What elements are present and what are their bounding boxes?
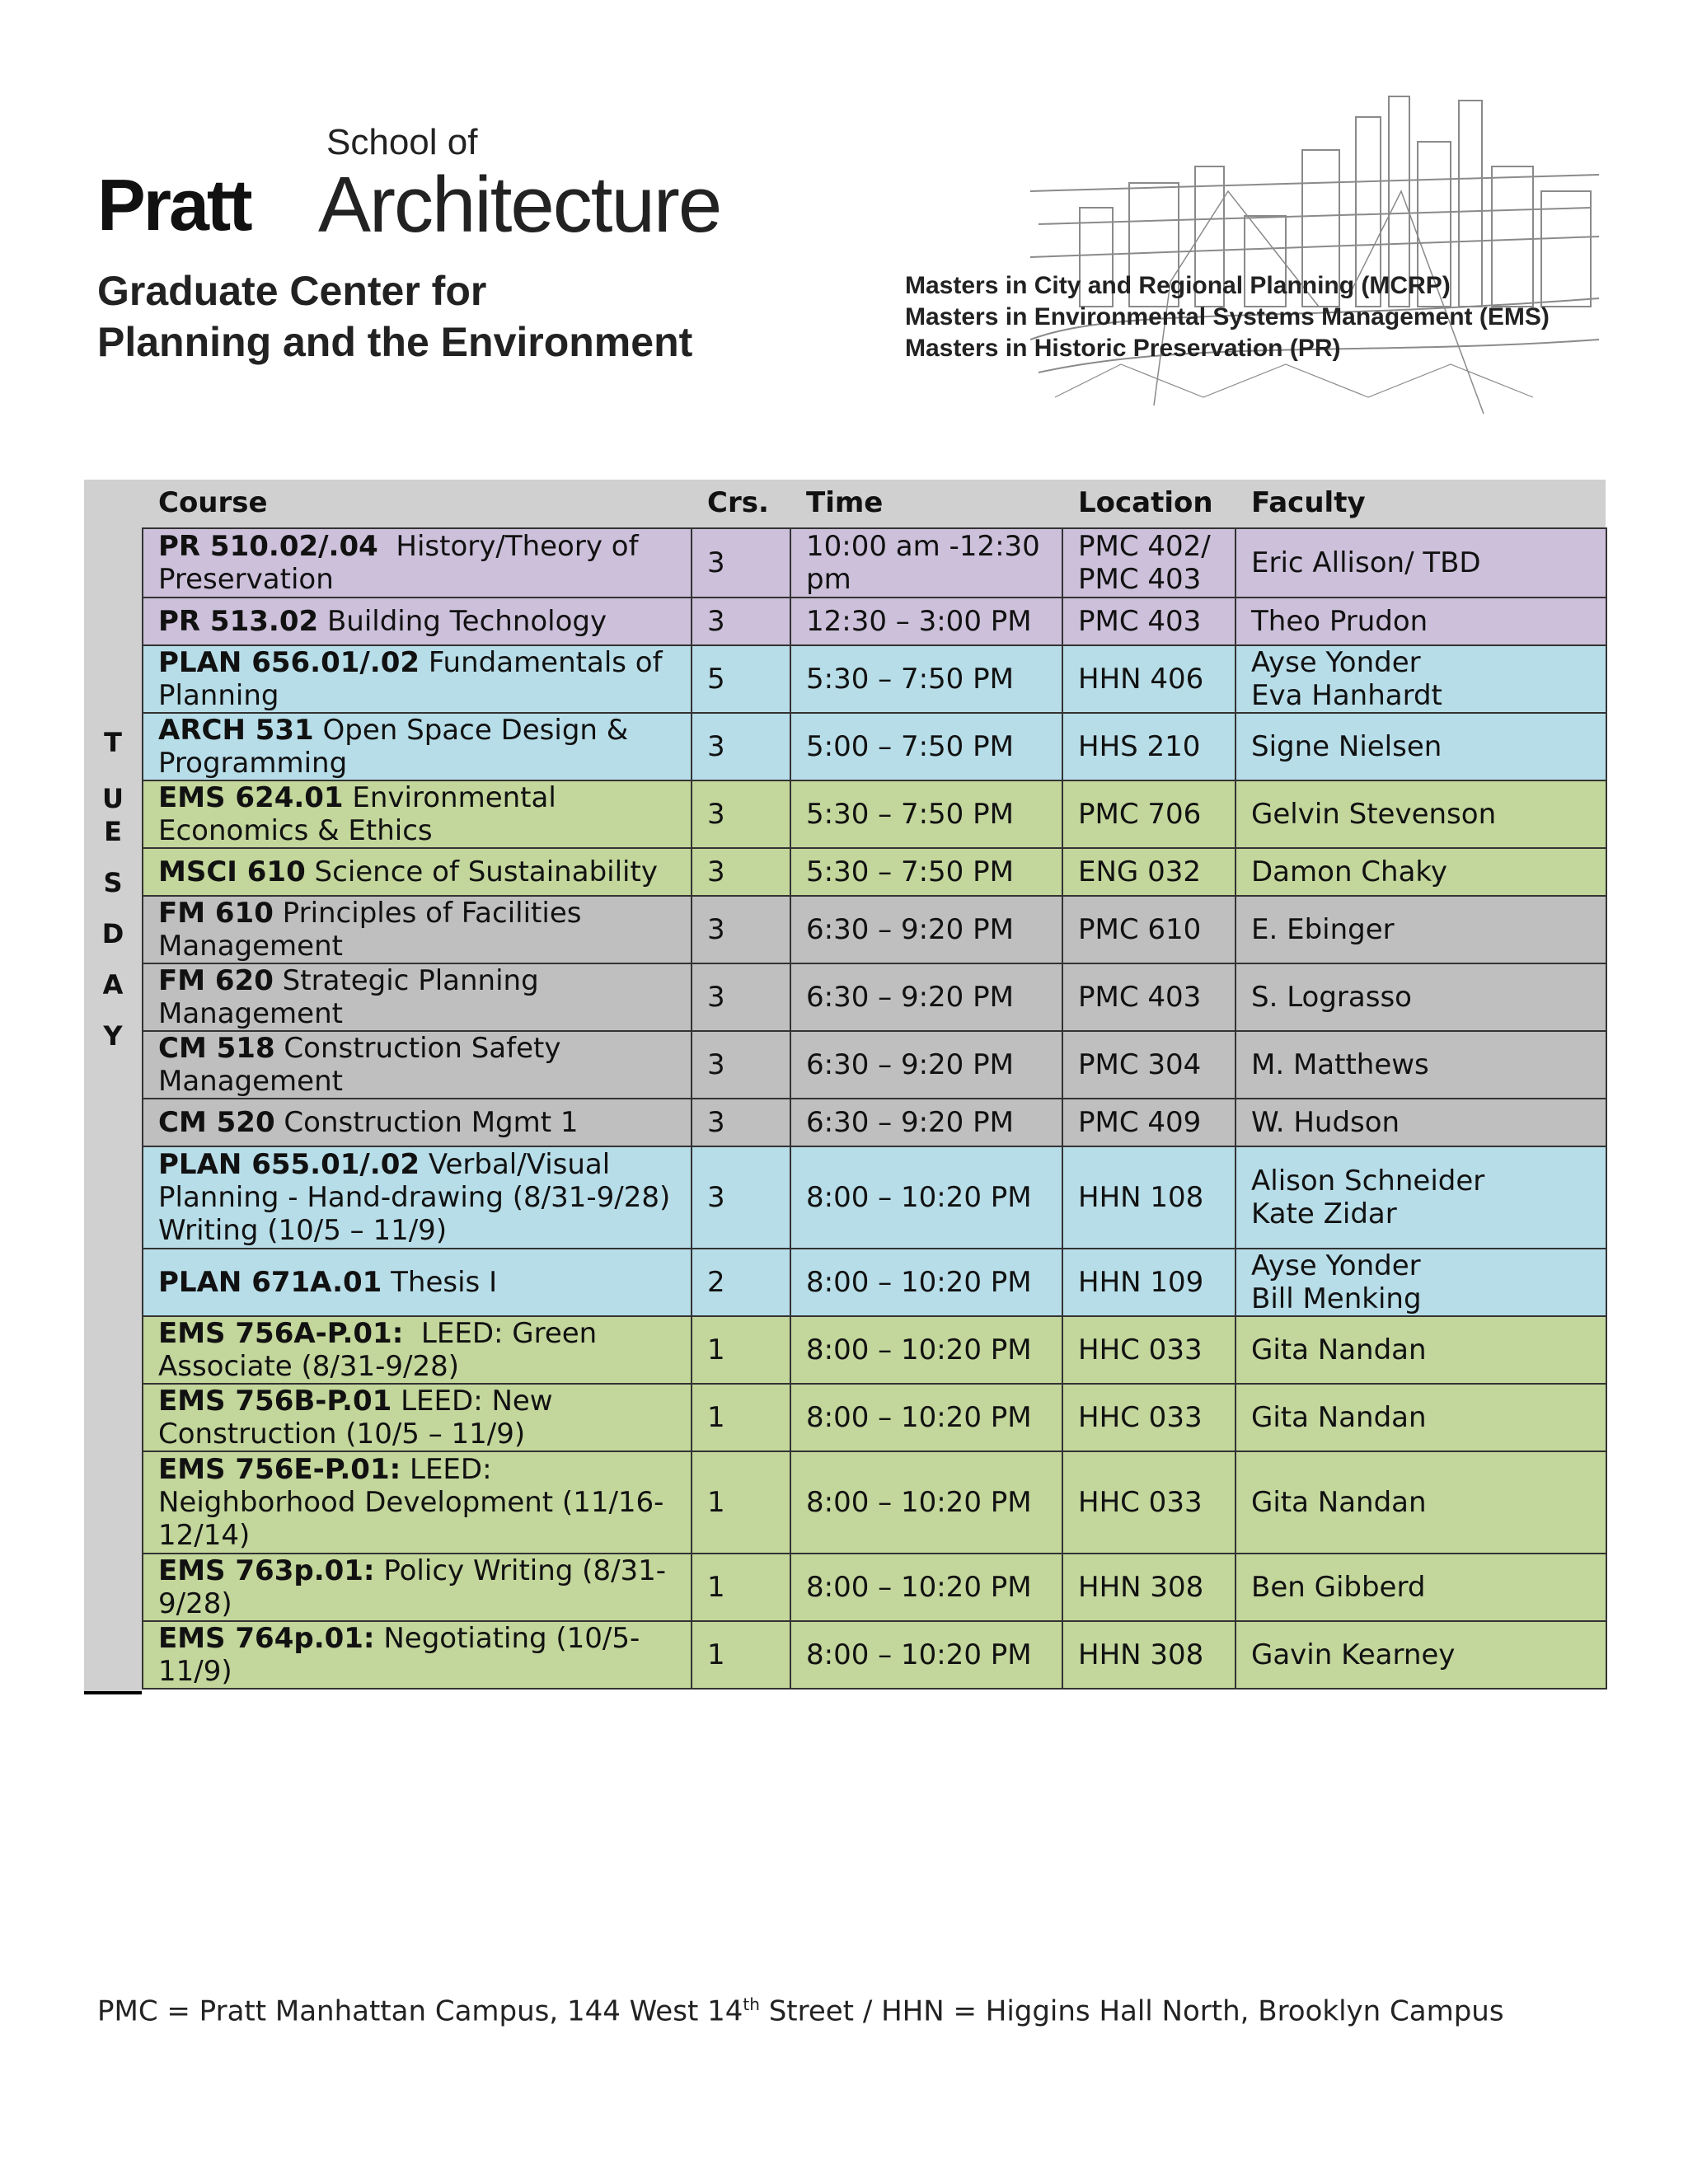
time-cell bbox=[790, 528, 1062, 598]
center-title-line-1: Graduate Center for bbox=[97, 268, 487, 314]
time-cell bbox=[790, 780, 1062, 848]
credits-cell bbox=[692, 528, 790, 598]
course-title: LEED: Green Associate (8/31-9/28) bbox=[158, 1317, 607, 1383]
time-cell bbox=[790, 1031, 1062, 1099]
faculty-cell bbox=[1236, 1384, 1606, 1451]
table-row bbox=[143, 896, 1606, 963]
credits-value: 3 bbox=[707, 1048, 725, 1081]
location-cell bbox=[1062, 896, 1236, 963]
program-pr: Masters in Historic Preservation (PR) bbox=[905, 335, 1341, 362]
course-code: CM 520 bbox=[158, 1106, 275, 1139]
day-letter: A bbox=[102, 969, 124, 1001]
time-cell bbox=[790, 1554, 1062, 1621]
credits-value: 1 bbox=[707, 1486, 725, 1519]
page-header bbox=[0, 0, 1688, 462]
location-cell bbox=[1062, 598, 1236, 645]
credits-cell bbox=[692, 1146, 790, 1249]
logo-school-of: School of bbox=[326, 122, 478, 162]
faculty-cell bbox=[1236, 528, 1606, 598]
course-cell bbox=[143, 1146, 692, 1249]
time-cell bbox=[790, 598, 1062, 645]
day-label-strip bbox=[84, 480, 142, 1691]
time-cell bbox=[790, 645, 1062, 713]
faculty-value: Gita Nandan bbox=[1251, 1333, 1427, 1366]
time-value: 8:00 – 10:20 PM bbox=[806, 1401, 1032, 1434]
time-value: 6:30 – 9:20 PM bbox=[806, 1048, 1014, 1081]
table-row bbox=[143, 848, 1606, 896]
program-ems: Masters in Environmental Systems Management (EMS) bbox=[905, 303, 1550, 330]
faculty-value: Eric Allison/ TBD bbox=[1251, 546, 1481, 579]
location-value: ENG 032 bbox=[1078, 855, 1201, 888]
course-cell bbox=[143, 1621, 692, 1689]
location-footnote bbox=[97, 1994, 1504, 2027]
course-title: Open Space Design & Programming bbox=[158, 714, 638, 780]
table-row bbox=[143, 1316, 1606, 1384]
table-row bbox=[143, 645, 1606, 713]
credits-value: 3 bbox=[707, 798, 725, 831]
faculty-value: Damon Chaky bbox=[1251, 855, 1448, 888]
faculty-value: Gita Nandan bbox=[1251, 1401, 1427, 1434]
faculty-value: S. Lograsso bbox=[1251, 981, 1412, 1014]
course-title: Building Technology bbox=[318, 605, 607, 638]
location-value: HHC 033 bbox=[1078, 1401, 1203, 1434]
faculty-value: Signe Nielsen bbox=[1251, 730, 1442, 763]
table-header bbox=[142, 480, 1606, 527]
day-letter: T bbox=[104, 727, 122, 758]
location-value: HHC 033 bbox=[1078, 1486, 1203, 1519]
day-letter: U bbox=[102, 783, 124, 814]
time-cell bbox=[790, 963, 1062, 1031]
day-letter: E bbox=[104, 816, 122, 847]
table-row bbox=[143, 1099, 1606, 1146]
credits-cell bbox=[692, 1316, 790, 1384]
course-title: Science of Sustainability bbox=[305, 855, 658, 888]
table-row bbox=[143, 713, 1606, 780]
credits-value: 2 bbox=[707, 1266, 725, 1299]
location-value: PMC 402/ PMC 403 bbox=[1078, 530, 1211, 596]
credits-cell bbox=[692, 848, 790, 896]
credits-value: 3 bbox=[707, 730, 725, 763]
logo-architecture: Architecture bbox=[318, 161, 721, 249]
course-cell bbox=[143, 598, 692, 645]
faculty-cell bbox=[1236, 780, 1606, 848]
credits-cell bbox=[692, 1031, 790, 1099]
time-cell bbox=[790, 1099, 1062, 1146]
time-cell bbox=[790, 1384, 1062, 1451]
time-value: 5:30 – 7:50 PM bbox=[806, 663, 1014, 696]
location-cell bbox=[1062, 1146, 1236, 1249]
course-cell bbox=[143, 848, 692, 896]
course-title: Fundamentals of Planning bbox=[158, 646, 672, 712]
faculty-cell bbox=[1236, 645, 1606, 713]
location-cell bbox=[1062, 1316, 1236, 1384]
table-row bbox=[143, 1384, 1606, 1451]
program-list bbox=[905, 270, 1550, 364]
credits-cell bbox=[692, 896, 790, 963]
course-title: Verbal/Visual Planning - Hand-drawing (8/31-9/28) Writing (10/5 – 11/9) bbox=[158, 1148, 680, 1247]
time-cell bbox=[790, 1316, 1062, 1384]
table-row bbox=[143, 1451, 1606, 1554]
table-row bbox=[143, 1031, 1606, 1099]
credits-cell bbox=[692, 963, 790, 1031]
course-code: FM 620 bbox=[158, 964, 274, 997]
course-cell bbox=[143, 713, 692, 780]
faculty-cell bbox=[1236, 1554, 1606, 1621]
credits-cell bbox=[692, 1099, 790, 1146]
location-cell bbox=[1062, 1099, 1236, 1146]
course-code: CM 518 bbox=[158, 1032, 275, 1065]
credits-cell bbox=[692, 1621, 790, 1689]
faculty-value: Gelvin Stevenson bbox=[1251, 798, 1497, 831]
course-cell bbox=[143, 1316, 692, 1384]
faculty-cell bbox=[1236, 1249, 1606, 1316]
course-cell bbox=[143, 780, 692, 848]
graduate-center-title bbox=[97, 265, 692, 368]
location-value: PMC 706 bbox=[1078, 798, 1202, 831]
faculty-cell bbox=[1236, 1031, 1606, 1099]
time-value: 5:00 – 7:50 PM bbox=[806, 730, 1014, 763]
table-row bbox=[143, 1621, 1606, 1689]
location-value: PMC 403 bbox=[1078, 981, 1202, 1014]
location-cell bbox=[1062, 1451, 1236, 1554]
course-title: Construction Safety Management bbox=[158, 1032, 570, 1098]
faculty-value: Gavin Kearney bbox=[1251, 1638, 1456, 1671]
time-cell bbox=[790, 896, 1062, 963]
time-value: 6:30 – 9:20 PM bbox=[806, 1106, 1014, 1139]
course-code: PR 513.02 bbox=[158, 605, 319, 638]
course-cell bbox=[143, 1384, 692, 1451]
location-cell bbox=[1062, 1249, 1236, 1316]
faculty-cell bbox=[1236, 963, 1606, 1031]
time-value: 8:00 – 10:20 PM bbox=[806, 1571, 1032, 1604]
footnote-text-start: PMC = Pratt Manhattan Campus, 144 West 14 bbox=[97, 1994, 743, 2028]
location-value: HHC 033 bbox=[1078, 1333, 1203, 1366]
faculty-cell bbox=[1236, 1621, 1606, 1689]
location-value: PMC 304 bbox=[1078, 1048, 1202, 1081]
location-cell bbox=[1062, 848, 1236, 896]
course-code: ARCH 531 bbox=[158, 714, 314, 747]
location-value: HHN 308 bbox=[1078, 1638, 1204, 1671]
time-cell bbox=[790, 1146, 1062, 1249]
course-title: Construction Mgmt 1 bbox=[274, 1106, 579, 1139]
location-value: HHS 210 bbox=[1078, 730, 1201, 763]
table-row bbox=[143, 780, 1606, 848]
credits-value: 1 bbox=[707, 1638, 725, 1671]
course-title: Strategic Planning Management bbox=[158, 964, 548, 1030]
center-title-line-2: Planning and the Environment bbox=[97, 319, 693, 365]
table-row bbox=[143, 1146, 1606, 1249]
location-cell bbox=[1062, 1554, 1236, 1621]
time-value: 5:30 – 7:50 PM bbox=[806, 798, 1014, 831]
faculty-cell bbox=[1236, 848, 1606, 896]
location-value: HHN 109 bbox=[1078, 1266, 1204, 1299]
course-code: PLAN 655.01/.02 bbox=[158, 1148, 420, 1181]
credits-value: 1 bbox=[707, 1571, 725, 1604]
course-code: FM 610 bbox=[158, 897, 274, 930]
location-value: HHN 406 bbox=[1078, 663, 1204, 696]
footnote-superscript: th bbox=[743, 1994, 760, 2014]
course-code: PLAN 671A.01 bbox=[158, 1266, 382, 1299]
location-cell bbox=[1062, 1621, 1236, 1689]
day-letter: D bbox=[101, 918, 124, 949]
credits-cell bbox=[692, 1384, 790, 1451]
column-header-credits: Crs. bbox=[707, 486, 769, 519]
credits-value: 3 bbox=[707, 1181, 725, 1214]
footnote-text-end: Street / HHN = Higgins Hall North, Brooklyn Campus bbox=[759, 1994, 1504, 2028]
course-title: Environmental Economics & Ethics bbox=[158, 781, 565, 847]
course-table bbox=[142, 527, 1607, 1690]
credits-value: 3 bbox=[707, 913, 725, 946]
location-value: PMC 610 bbox=[1078, 913, 1202, 946]
table-row bbox=[143, 1554, 1606, 1621]
day-letter: Y bbox=[103, 1020, 123, 1052]
program-mcrp: Masters in City and Regional Planning (MCRP) bbox=[905, 272, 1451, 299]
faculty-value: Ayse Yonder Eva Hanhardt bbox=[1251, 646, 1442, 712]
credits-cell bbox=[692, 645, 790, 713]
location-cell bbox=[1062, 528, 1236, 598]
location-value: PMC 403 bbox=[1078, 605, 1202, 638]
course-title: Negotiating (10/5-11/9) bbox=[158, 1622, 640, 1688]
location-value: HHN 108 bbox=[1078, 1181, 1204, 1214]
credits-value: 3 bbox=[707, 855, 725, 888]
credits-value: 3 bbox=[707, 981, 725, 1014]
faculty-value: Ayse Yonder Bill Menking bbox=[1251, 1249, 1422, 1315]
faculty-value: M. Matthews bbox=[1251, 1048, 1429, 1081]
column-header-faculty: Faculty bbox=[1251, 486, 1366, 519]
location-value: PMC 409 bbox=[1078, 1106, 1202, 1139]
time-value: 8:00 – 10:20 PM bbox=[806, 1266, 1032, 1299]
course-title: LEED: New Construction (10/5 – 11/9) bbox=[158, 1385, 562, 1451]
time-value: 8:00 – 10:20 PM bbox=[806, 1333, 1032, 1366]
course-code: EMS 756B-P.01 bbox=[158, 1385, 392, 1418]
faculty-cell bbox=[1236, 713, 1606, 780]
course-title: History/Theory of Preservation bbox=[158, 530, 648, 596]
time-value: 8:00 – 10:20 PM bbox=[806, 1486, 1032, 1519]
course-title: Principles of Facilities Management bbox=[158, 897, 591, 963]
course-code: EMS 764p.01: bbox=[158, 1622, 375, 1655]
column-header-location: Location bbox=[1078, 486, 1213, 519]
credits-value: 1 bbox=[707, 1333, 725, 1366]
faculty-value: Alison Schneider Kate Zidar bbox=[1251, 1165, 1485, 1230]
location-cell bbox=[1062, 713, 1236, 780]
table-row bbox=[143, 528, 1606, 598]
course-cell bbox=[143, 528, 692, 598]
time-value: 10:00 am -12:30 pm bbox=[806, 530, 1040, 596]
course-title: Policy Writing (8/31-9/28) bbox=[158, 1554, 667, 1620]
table-row bbox=[143, 963, 1606, 1031]
table-row bbox=[143, 598, 1606, 645]
course-cell bbox=[143, 1451, 692, 1554]
course-code: EMS 763p.01: bbox=[158, 1554, 375, 1587]
course-cell bbox=[143, 1554, 692, 1621]
faculty-cell bbox=[1236, 598, 1606, 645]
location-cell bbox=[1062, 645, 1236, 713]
course-code: MSCI 610 bbox=[158, 855, 306, 888]
credits-value: 3 bbox=[707, 605, 725, 638]
faculty-value: E. Ebinger bbox=[1251, 913, 1395, 946]
location-cell bbox=[1062, 780, 1236, 848]
logo-pratt: Pratt bbox=[97, 164, 251, 246]
credits-cell bbox=[692, 1451, 790, 1554]
time-cell bbox=[790, 713, 1062, 780]
time-cell bbox=[790, 1249, 1062, 1316]
credits-cell bbox=[692, 780, 790, 848]
location-cell bbox=[1062, 1384, 1236, 1451]
credits-cell bbox=[692, 598, 790, 645]
faculty-cell bbox=[1236, 1146, 1606, 1249]
course-cell bbox=[143, 1031, 692, 1099]
time-value: 5:30 – 7:50 PM bbox=[806, 855, 1014, 888]
course-cell bbox=[143, 896, 692, 963]
column-header-course: Course bbox=[158, 486, 268, 519]
time-value: 6:30 – 9:20 PM bbox=[806, 981, 1014, 1014]
time-cell bbox=[790, 848, 1062, 896]
course-cell bbox=[143, 963, 692, 1031]
location-value: HHN 308 bbox=[1078, 1571, 1204, 1604]
course-code: PR 510.02/.04 bbox=[158, 530, 378, 563]
faculty-value: Theo Prudon bbox=[1251, 605, 1428, 638]
course-cell bbox=[143, 1249, 692, 1316]
course-cell bbox=[143, 1099, 692, 1146]
faculty-value: Ben Gibberd bbox=[1251, 1571, 1426, 1604]
time-cell bbox=[790, 1621, 1062, 1689]
credits-cell bbox=[692, 1249, 790, 1316]
course-code: EMS 756E-P.01: bbox=[158, 1453, 401, 1486]
time-value: 12:30 – 3:00 PM bbox=[806, 605, 1032, 638]
credits-value: 3 bbox=[707, 1106, 725, 1139]
course-code: PLAN 656.01/.02 bbox=[158, 646, 420, 679]
course-code: EMS 624.01 bbox=[158, 781, 344, 814]
credits-value: 3 bbox=[707, 546, 725, 579]
course-title: Thesis I bbox=[382, 1266, 498, 1299]
faculty-cell bbox=[1236, 1451, 1606, 1554]
day-letter: S bbox=[103, 867, 123, 898]
faculty-value: Gita Nandan bbox=[1251, 1486, 1427, 1519]
time-value: 8:00 – 10:20 PM bbox=[806, 1181, 1032, 1214]
course-code: EMS 756A-P.01: bbox=[158, 1317, 404, 1350]
day-strip-underline bbox=[84, 1691, 142, 1694]
location-cell bbox=[1062, 1031, 1236, 1099]
credits-value: 1 bbox=[707, 1401, 725, 1434]
course-title: LEED: Neighborhood Development (11/16-12/14) bbox=[158, 1453, 664, 1552]
time-value: 8:00 – 10:20 PM bbox=[806, 1638, 1032, 1671]
faculty-value: W. Hudson bbox=[1251, 1106, 1400, 1139]
time-value: 6:30 – 9:20 PM bbox=[806, 913, 1014, 946]
city-sketch-illustration bbox=[1022, 92, 1615, 414]
column-header-time: Time bbox=[806, 486, 884, 519]
credits-cell bbox=[692, 1554, 790, 1621]
faculty-cell bbox=[1236, 1099, 1606, 1146]
credits-value: 5 bbox=[707, 663, 725, 696]
credits-cell bbox=[692, 713, 790, 780]
table-row bbox=[143, 1249, 1606, 1316]
faculty-cell bbox=[1236, 896, 1606, 963]
faculty-cell bbox=[1236, 1316, 1606, 1384]
time-cell bbox=[790, 1451, 1062, 1554]
course-cell bbox=[143, 645, 692, 713]
location-cell bbox=[1062, 963, 1236, 1031]
